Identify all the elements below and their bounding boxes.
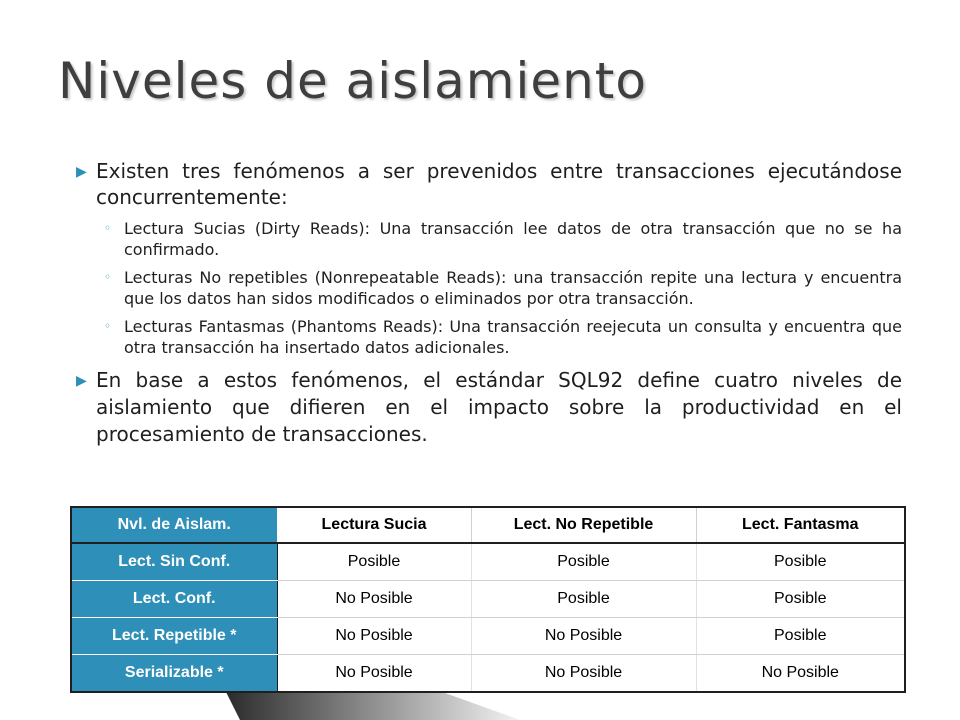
bullet-arrow-icon: ▶ bbox=[76, 373, 87, 389]
table-cell: Posible bbox=[696, 618, 905, 655]
bullet-phenomena-text: Existen tres fenómenos a ser prevenidos entre transacciones ejecutándose concurrentemente: bbox=[96, 159, 902, 209]
table-row bbox=[71, 543, 905, 581]
table-cell: Posible bbox=[471, 581, 696, 618]
row-label: Lect. Conf. bbox=[71, 581, 277, 618]
bullet-sql92-text: En base a estos fenómenos, el estándar SQL92 define cuatro niveles de aislamiento que difieren en el impacto sobre la productividad en el procesamiento de transacciones. bbox=[96, 368, 902, 446]
header-dirty-read: Lectura Sucia bbox=[277, 507, 471, 543]
header-phantom-read: Lect. Fantasma bbox=[696, 507, 905, 543]
bullet-arrow-icon: ▶ bbox=[76, 164, 87, 180]
table-cell: Posible bbox=[471, 543, 696, 581]
table-cell: No Posible bbox=[277, 655, 471, 693]
row-label: Lect. Sin Conf. bbox=[71, 543, 277, 581]
sub-bullet-text: Lecturas No repetibles (Nonrepeatable Reads): una transacción repite una lectura y encuentra que los datos han sidos modificados o eliminados por otra transacción. bbox=[124, 268, 902, 308]
sub-bullet-text: Lecturas Fantasmas (Phantoms Reads): Una transacción reejecuta un consulta y encuentra que otra transacción ha insertado datos adicionales. bbox=[124, 317, 902, 357]
table-cell: No Posible bbox=[277, 618, 471, 655]
table-row bbox=[71, 618, 905, 655]
header-isolation-level: Nvl. de Aislam. bbox=[71, 507, 277, 543]
isolation-levels-table bbox=[70, 506, 906, 693]
sub-bullet-circle-icon: ◦ bbox=[104, 270, 112, 284]
row-label: Lect. Repetible * bbox=[71, 618, 277, 655]
table-header-row bbox=[71, 507, 905, 543]
sub-bullet-circle-icon: ◦ bbox=[104, 221, 112, 235]
table-cell: Posible bbox=[277, 543, 471, 581]
slide-title: Niveles de aislamiento bbox=[58, 52, 647, 110]
header-nonrepeatable-read: Lect. No Repetible bbox=[471, 507, 696, 543]
row-label: Serializable * bbox=[71, 655, 277, 693]
table-cell: No Posible bbox=[277, 581, 471, 618]
table-cell: Posible bbox=[696, 543, 905, 581]
table-cell: Posible bbox=[696, 581, 905, 618]
sub-bullet-text: Lectura Sucias (Dirty Reads): Una transacción lee datos de otra transacción que no se ha confirmado. bbox=[124, 219, 902, 259]
table-cell: No Posible bbox=[471, 655, 696, 693]
table-row bbox=[71, 655, 905, 693]
table-row bbox=[71, 581, 905, 618]
table-cell: No Posible bbox=[471, 618, 696, 655]
table-cell: No Posible bbox=[696, 655, 905, 693]
sub-bullet-circle-icon: ◦ bbox=[104, 319, 112, 333]
